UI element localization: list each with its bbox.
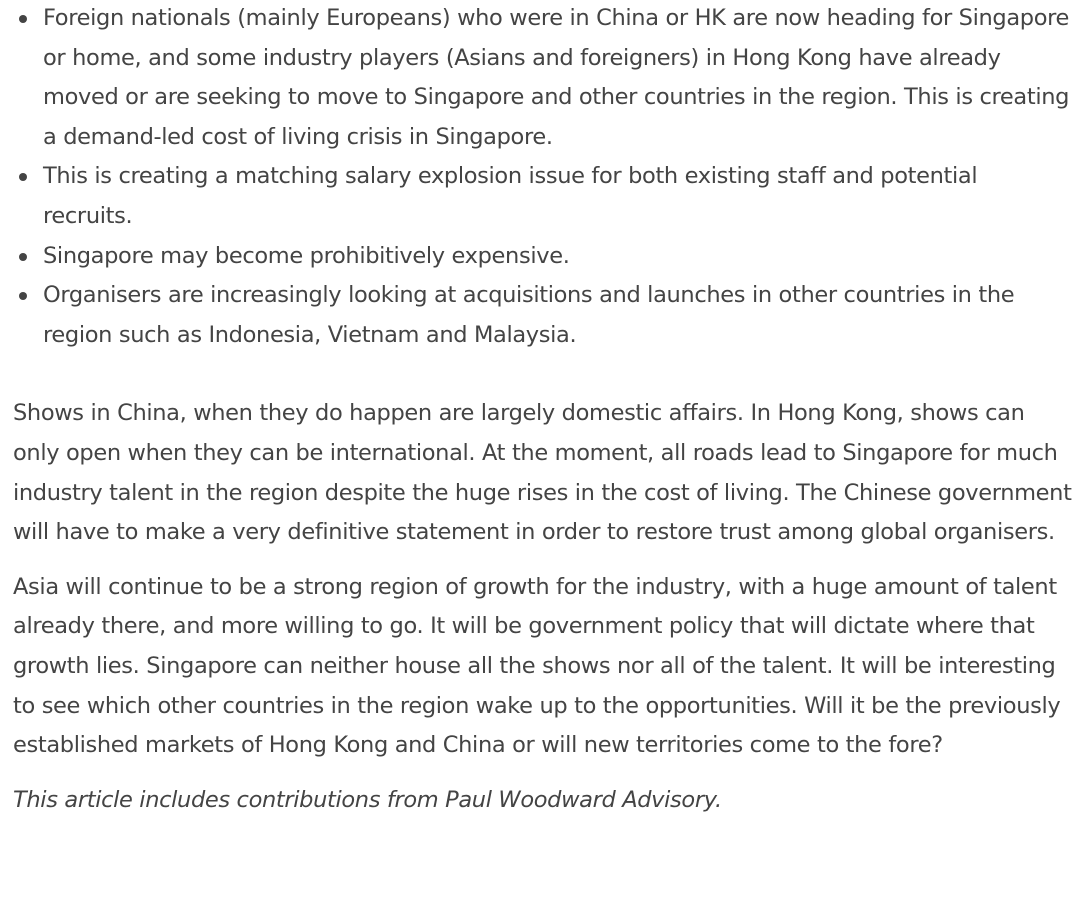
list-item (13, 276, 1073, 355)
section-spacer (13, 355, 1073, 394)
list-item-text: Singapore may become prohibitively expensive. (43, 242, 570, 269)
list-item-text: This is creating a matching salary explosion issue for both existing staff and potential recruits. (43, 163, 978, 229)
list-item (13, 0, 1073, 157)
article-credit: This article includes contributions from Paul Woodward Advisory. (13, 786, 722, 813)
bullet-point-icon (19, 253, 27, 261)
body-paragraph: Shows in China, when they do happen are largely domestic affairs. In Hong Kong, shows can only open when they can be international. At the moment, all roads lead to Singapore for much industry talent in the region despite the huge rises in the cost of living. The Chinese government will have to make a very definitive statement in order to restore trust among global organisers. (13, 400, 1072, 546)
list-item (13, 157, 1073, 236)
list-item-text: Foreign nationals (mainly Europeans) who were in China or HK are now heading for Singapore or home, and some industry players (Asians and foreigners) in Hong Kong have already moved or are seeking to move to Singapore and other countries in the region. This is creating a demand-led cost of living crisis in Singapore. (43, 5, 1070, 150)
bullet-point-icon (19, 173, 27, 181)
bullet-point-icon (19, 15, 27, 23)
list-item-text: Organisers are increasingly looking at acquisitions and launches in other countries in the region such as Indonesia, Vietnam and Malaysia. (43, 282, 1015, 348)
body-paragraph: Asia will continue to be a strong region of growth for the industry, with a huge amount of talent already there, and more willing to go. It will be government policy that will dictate where that growth lies. Singapore can neither house all the shows nor all of the talent. It will be interesting to see which other countries in the region wake up to the opportunities. Will it be the previously established markets of Hong Kong and China or will new territories come to the fore? (13, 573, 1061, 759)
list-item (13, 237, 1073, 277)
bullet-point-icon (19, 292, 27, 300)
bullet-list (13, 0, 1073, 355)
